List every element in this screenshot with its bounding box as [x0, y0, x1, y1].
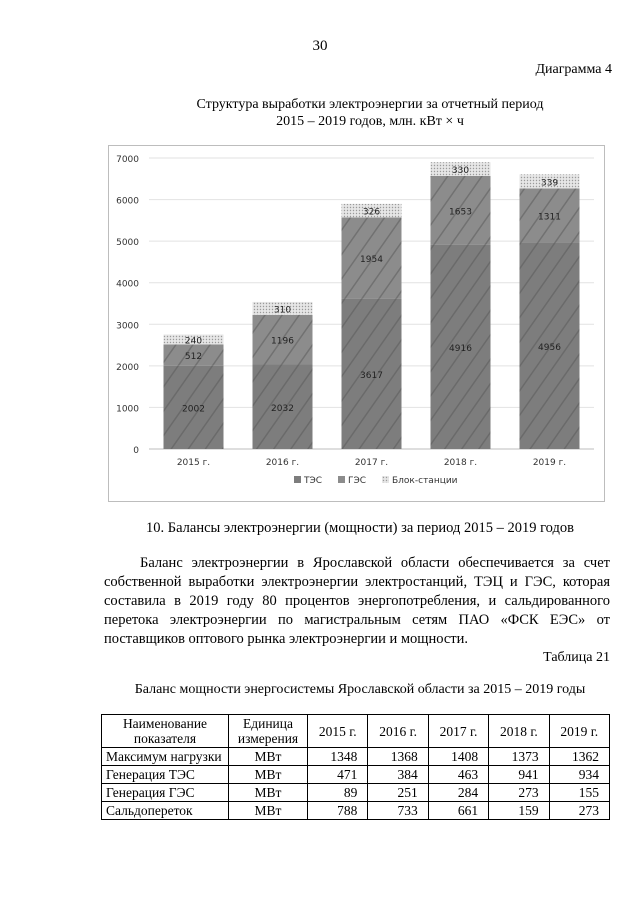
power-balance-table	[101, 714, 610, 820]
cell-value: 155	[549, 784, 609, 802]
cell-value: 1373	[489, 748, 549, 766]
data-label: 4956	[538, 342, 561, 353]
row-unit: МВт	[229, 784, 308, 802]
data-label: 1954	[360, 255, 383, 266]
data-label: 310	[273, 305, 292, 316]
cell-value: 384	[368, 766, 428, 784]
data-label: 4916	[449, 343, 472, 354]
x-tick-label: 2017 г.	[354, 458, 389, 468]
chart-title-line1: Структура выработки электроэнергии за отчетный период	[196, 97, 544, 112]
chart-frame	[108, 145, 605, 502]
table-row	[102, 802, 610, 820]
table-caption: Баланс мощности энергосистемы Ярославской области за 2015 – 2019 годы	[134, 682, 586, 697]
row-name: Генерация ГЭС	[102, 784, 229, 802]
row-unit: МВт	[229, 802, 308, 820]
chart-title	[100, 96, 640, 130]
page-number: 30	[312, 38, 328, 54]
row-name: Сальдопереток	[102, 802, 229, 820]
cell-value: 934	[549, 766, 609, 784]
table-row	[102, 748, 610, 766]
y-tick-label: 5000	[116, 238, 139, 249]
body-paragraph	[104, 554, 610, 649]
row-unit: МВт	[229, 748, 308, 766]
table-row	[102, 766, 610, 784]
table-header-row	[102, 715, 610, 748]
legend-swatch	[294, 476, 301, 483]
cell-value: 661	[428, 802, 488, 820]
chart-title-line2: 2015 – 2019 годов, млн. кВт × ч	[276, 114, 464, 129]
row-unit: МВт	[229, 766, 308, 784]
cell-value: 941	[489, 766, 549, 784]
header-indicator: Наименование показателя	[102, 715, 229, 748]
header-2019: 2019 г.	[549, 715, 609, 748]
data-label: 1653	[449, 207, 472, 218]
cell-value: 284	[428, 784, 488, 802]
y-tick-label: 2000	[116, 362, 139, 373]
stacked-bar-chart	[109, 146, 604, 501]
data-label: 1196	[271, 336, 294, 347]
data-label: 1311	[538, 212, 561, 223]
legend-label: Блок-станции	[392, 476, 458, 486]
cell-value: 89	[308, 784, 368, 802]
cell-value: 1348	[308, 748, 368, 766]
x-tick-label: 2018 г.	[443, 458, 478, 468]
header-2017: 2017 г.	[428, 715, 488, 748]
y-tick-label: 0	[133, 446, 139, 456]
data-label: 330	[451, 166, 470, 177]
header-2015: 2015 г.	[308, 715, 368, 748]
cell-value: 471	[308, 766, 368, 784]
data-label: 2002	[182, 404, 205, 415]
legend-swatch	[338, 476, 345, 483]
x-tick-label: 2019 г.	[532, 458, 567, 468]
data-label: 3617	[360, 370, 383, 381]
cell-value: 1368	[368, 748, 428, 766]
x-tick-label: 2015 г.	[176, 458, 211, 468]
data-label: 339	[540, 178, 559, 189]
legend-label: ГЭС	[348, 476, 367, 486]
diagram-label: Диаграмма 4	[535, 62, 612, 77]
table-label: Таблица 21	[543, 650, 610, 665]
paragraph-text: Баланс электроэнергии в Ярославской области обеспечивается за счет собственной выработки электроэнергии электростанций, ТЭЦ и ГЭС, которая составила в 2019 году 80 процентов энергопотребления, и сальдированного перетока электроэнергии по магистральным сетям ПАО «ФСК ЕЭС» от поставщиков оптового рынка электроэнергии и мощности.	[104, 555, 610, 647]
cell-value: 251	[368, 784, 428, 802]
data-label: 2032	[271, 403, 294, 414]
cell-value: 159	[489, 802, 549, 820]
y-tick-label: 1000	[116, 404, 139, 415]
data-label: 326	[362, 207, 381, 218]
legend-swatch	[382, 476, 389, 483]
header-2018: 2018 г.	[489, 715, 549, 748]
cell-value: 733	[368, 802, 428, 820]
row-name: Максимум нагрузки	[102, 748, 229, 766]
cell-value: 463	[428, 766, 488, 784]
cell-value: 788	[308, 802, 368, 820]
y-tick-label: 3000	[116, 321, 139, 332]
x-tick-label: 2016 г.	[265, 458, 300, 468]
y-tick-label: 6000	[116, 196, 139, 207]
legend-label: ТЭС	[304, 476, 323, 486]
section-heading: 10. Балансы электроэнергии (мощности) за период 2015 – 2019 годов	[146, 520, 574, 536]
row-name: Генерация ТЭС	[102, 766, 229, 784]
cell-value: 1408	[428, 748, 488, 766]
cell-value: 273	[549, 802, 609, 820]
header-2016: 2016 г.	[368, 715, 428, 748]
header-unit: Единица измерения	[229, 715, 308, 748]
y-tick-label: 7000	[116, 155, 139, 165]
data-label: 512	[184, 352, 203, 363]
table-row	[102, 784, 610, 802]
cell-value: 1362	[549, 748, 609, 766]
y-tick-label: 4000	[116, 279, 139, 290]
data-label: 240	[184, 336, 203, 347]
cell-value: 273	[489, 784, 549, 802]
